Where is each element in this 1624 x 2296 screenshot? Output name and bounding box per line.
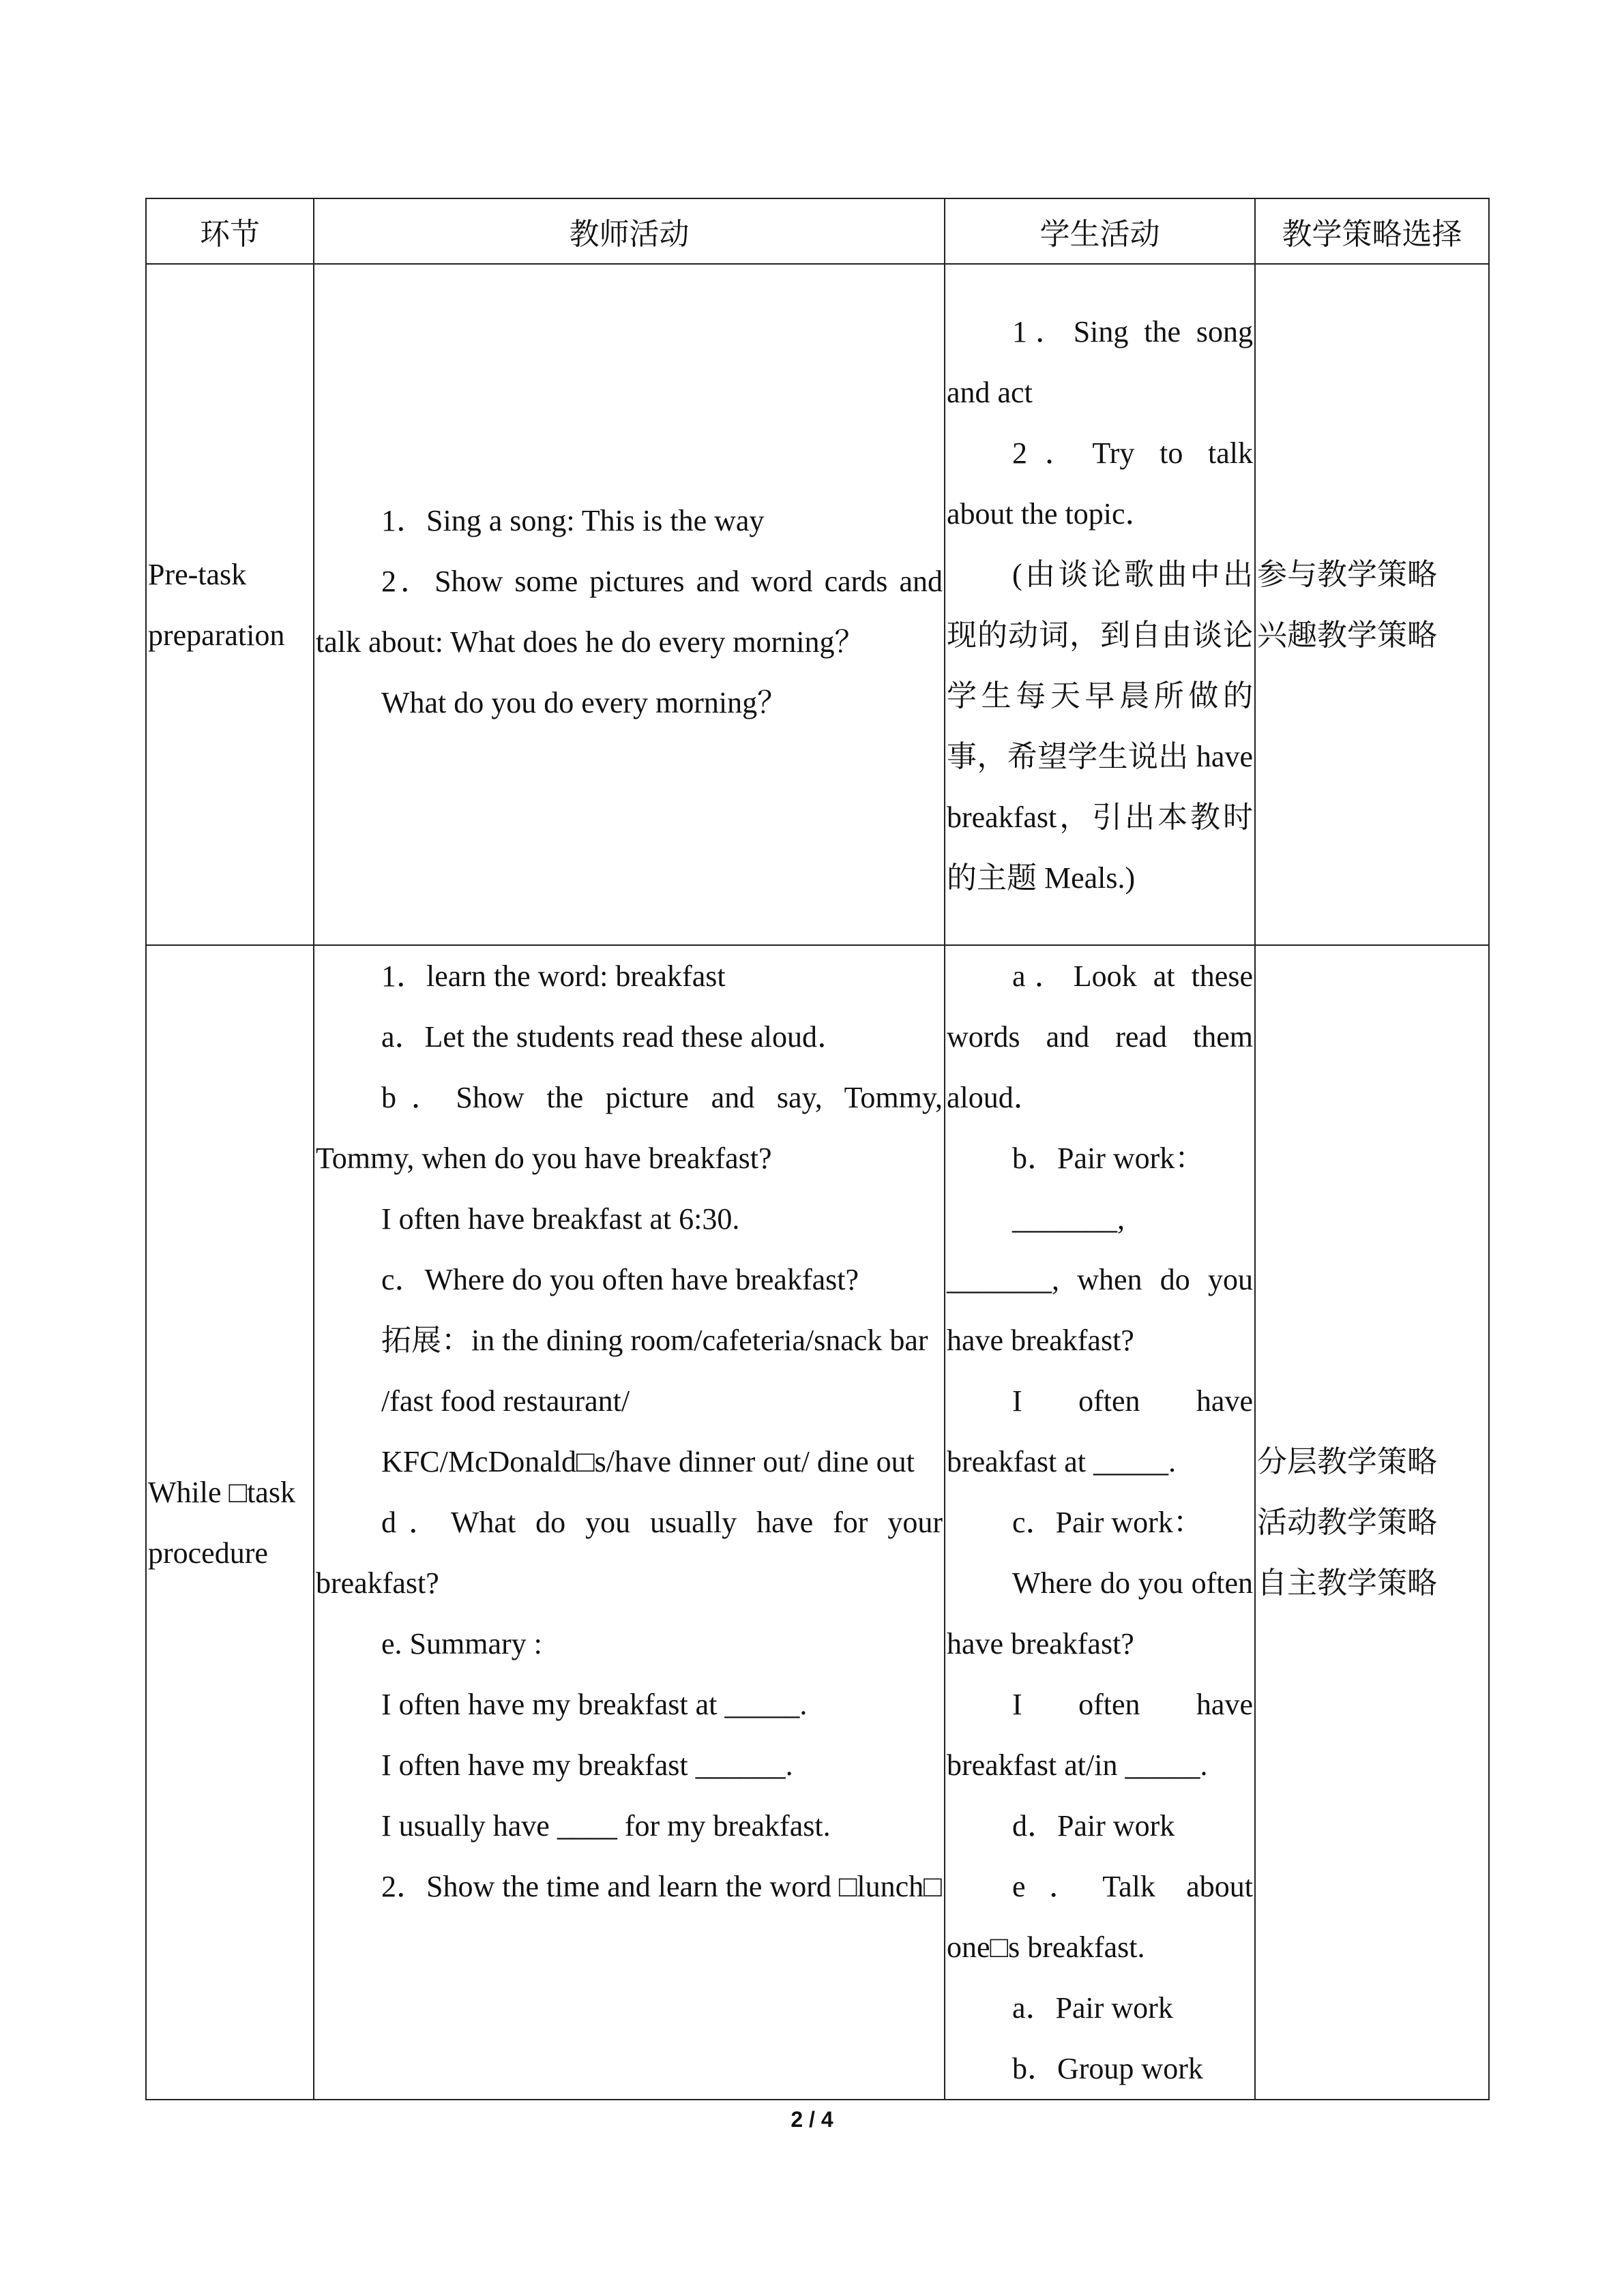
teacher-item: I usually have ____ for my breakfast. bbox=[381, 1809, 831, 1843]
teacher-item: I often have my breakfast ______. bbox=[381, 1748, 793, 1782]
header-strategy: 教学策略选择 bbox=[1255, 198, 1489, 264]
student-item: I often have breakfast at _____. bbox=[947, 1384, 1253, 1478]
phase-line: Pre-task bbox=[148, 557, 247, 591]
student-item: b．Pair work： bbox=[1012, 1142, 1205, 1175]
table-header-row bbox=[146, 198, 1489, 264]
phase-line: While □task bbox=[148, 1475, 295, 1509]
strategy-line: 兴趣教学策略 bbox=[1257, 617, 1437, 653]
teacher-item: /fast food restaurant/ bbox=[381, 1384, 630, 1418]
teacher-item: I often have breakfast at 6:30. bbox=[381, 1202, 740, 1236]
student-item: Where do you often have breakfast? bbox=[947, 1566, 1253, 1660]
student-item: d．Pair work bbox=[1012, 1809, 1175, 1843]
teacher-item: e. Summary : bbox=[381, 1627, 542, 1660]
teacher-item: KFC/McDonald□s/have dinner out/ dine out bbox=[381, 1445, 915, 1478]
teacher-item: 1．learn the word: breakfast bbox=[381, 959, 726, 993]
student-item: 2．Try to talk about the topic． bbox=[947, 436, 1253, 531]
strategy-cell bbox=[1255, 945, 1489, 2100]
student-item: _______, bbox=[1012, 1202, 1125, 1236]
page-number: 2 / 4 bbox=[791, 2107, 833, 2132]
strategy-line: 自主教学策略 bbox=[1257, 1566, 1437, 1600]
student-item: a．Pair work bbox=[1012, 1991, 1173, 2025]
teacher-item: What do you do every morning？ bbox=[381, 685, 788, 719]
teacher-item: d．What do you usually have for your breakfast? bbox=[316, 1506, 943, 1600]
header-teacher-activity: 教师活动 bbox=[314, 198, 945, 264]
teacher-activity-cell bbox=[314, 945, 945, 2100]
teacher-item: 1．Sing a song: This is the way bbox=[381, 503, 765, 537]
student-item: I often have breakfast at/in _____. bbox=[947, 1688, 1253, 1782]
phase-cell bbox=[146, 264, 314, 945]
strategy-line: 分层教学策略 bbox=[1257, 1444, 1437, 1479]
table-row-while-task bbox=[146, 945, 1489, 2100]
teacher-item: 拓展：in the dining room/cafeteria/snack bar bbox=[381, 1324, 928, 1357]
student-activity-cell bbox=[945, 945, 1255, 2100]
student-item: _______, when do you have breakfast? bbox=[947, 1263, 1253, 1357]
teacher-item: I often have my breakfast at _____. bbox=[381, 1688, 808, 1721]
strategy-cell bbox=[1255, 264, 1489, 945]
header-phase: 环节 bbox=[146, 198, 314, 264]
student-item: a．Look at these words and read them aloud． bbox=[947, 959, 1253, 1114]
strategy-line: 参与教学策略 bbox=[1257, 556, 1437, 592]
teacher-item: c．Where do you often have breakfast? bbox=[381, 1263, 859, 1296]
student-item: 1．Sing the song and act bbox=[947, 314, 1253, 409]
student-item: e．Talk about one□s breakfast. bbox=[947, 1870, 1253, 1964]
phase-line: procedure bbox=[148, 1536, 268, 1570]
phase-cell bbox=[146, 945, 314, 2100]
teacher-item: 2．Show the time and learn the word □lunch□ bbox=[381, 1870, 942, 1903]
phase-line: preparation bbox=[148, 618, 285, 652]
strategy-line: 活动教学策略 bbox=[1257, 1505, 1437, 1540]
teacher-item: a．Let the students read these aloud． bbox=[381, 1020, 848, 1054]
student-item: (由谈论歌曲中出现的动词，到自由谈论学生每天早晨所做的事，希望学生说出 have breakfast，引出本教时的主题 Meals.) bbox=[947, 557, 1253, 895]
student-activity-cell bbox=[945, 264, 1255, 945]
teacher-activity-cell bbox=[314, 264, 945, 945]
teacher-item: 2．Show some pictures and word cards and talk about: What does he do every morning？ bbox=[316, 564, 943, 659]
lesson-plan-table bbox=[145, 198, 1490, 2100]
student-item: b．Group work bbox=[1012, 2052, 1203, 2085]
teacher-item: b．Show the picture and say, Tommy, Tommy, when do you have breakfast? bbox=[316, 1081, 943, 1175]
student-item: c．Pair work： bbox=[1012, 1506, 1203, 1539]
table-row-pre-task bbox=[146, 264, 1489, 945]
header-student-activity: 学生活动 bbox=[945, 198, 1255, 264]
